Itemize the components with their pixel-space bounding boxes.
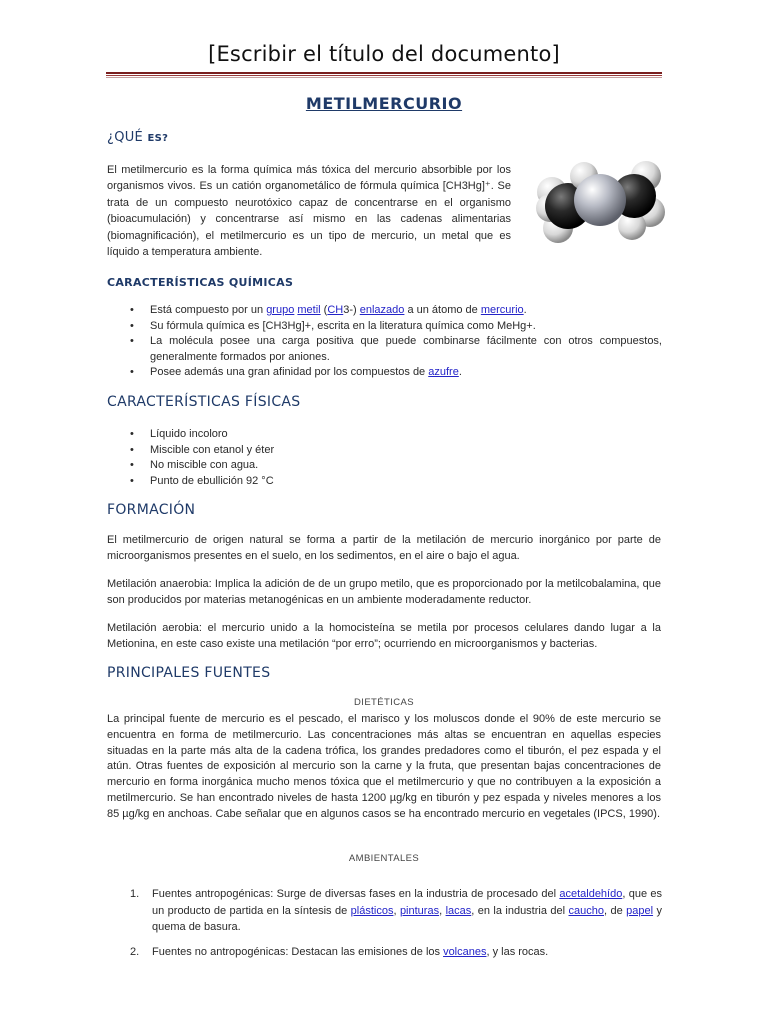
link-azufre[interactable]: azufre: [428, 366, 459, 378]
list-item: [128, 944, 662, 961]
list-item: • No miscible con agua.: [128, 458, 662, 474]
link-volcanes[interactable]: volcanes: [443, 945, 487, 958]
header-rule: [106, 72, 662, 74]
formacion-paragraph-3: Metilación aerobia: el mercurio unido a la homocisteína se metila por procesos celulares dando lugar a la Metionina, en este caso existe una metilación “por erro”; ocurriendo en microorganismos y bacterias.: [107, 622, 661, 650]
fisicas-heading: CARACTERÍSTICAS FÍSICAS: [107, 394, 301, 410]
quimicas-list: [128, 303, 662, 381]
formacion-paragraph-2: Metilación anaerobia: Implica la adición de de un grupo metilo, que es proporcionado por la metilcobalamina, que son producidos por materias metanogénicas en un ambiente moderadamente reductor.: [107, 578, 661, 606]
text-segment: ,: [439, 904, 446, 917]
link-mercurio[interactable]: mercurio: [480, 304, 524, 316]
link-plasticos[interactable]: plásticos: [350, 904, 394, 917]
text-segment: 3-): [343, 304, 360, 316]
formacion-heading: FORMACIÓN: [107, 502, 196, 518]
header-rule-light: [106, 77, 662, 78]
list-item: [128, 886, 662, 936]
text-segment: Está compuesto por un: [150, 304, 267, 316]
text-segment: Posee además una gran afinidad por los compuestos de: [150, 366, 429, 378]
text-segment: , en la industria del: [471, 904, 569, 917]
text-segment: , de: [603, 904, 627, 917]
text-segment: .: [458, 366, 462, 378]
dieteticas-paragraph: La principal fuente de mercurio es el pescado, el marisco y los moluscos donde el 90% de este mercurio se encuentra en forma de metilmercurio. Las concentraciones más altas se encuentran en aquellas especies situadas en la parte más alta de la cadena trófica, los grandes predadores como el tiburón, el pez espada y el atún. Otras fuentes de exposición al mercurio son la carne y la fruta, que presentan bajas concentraciones de mercurio en forma inorgánica mucho menos tóxica que el metilmercurio y que no contribuyen a la exposición a metilmercurio. Se han encontrado niveles de hasta 1200 µg/kg en tiburón y pez espada y niveles menores a los 85 µg/kg en anchoas. Cabe señalar que en algunos casos se ha encontrado mercurio en vegetales (IPCS, 1990).: [107, 713, 661, 820]
list-item: • La molécula posee una carga positiva que puede combinarse fácilmente con otros compuestos, generalmente formados por aniones.: [128, 334, 662, 365]
que-es-paragraph: El metilmercurio es la forma química más tóxica del mercurio absorbible por los organismos vivos. Es un catión organometálico de fórmula química [CH3Hg]⁺. Se trata de un compuesto neurotóxico capaz de concentrarse en el organismo (bioacumulación) y concentrarse así mismo en las cadenas alimentarias (biomagnificación), el metilmercurio es un tipo de mercurio, un metal que es líquido a temperatura ambiente.: [107, 164, 511, 259]
fisicas-list: [128, 427, 662, 489]
ambientales-list: [128, 886, 662, 968]
document-title: [Escribir el título del documento]: [208, 42, 560, 66]
text-segment: ,: [393, 904, 400, 917]
main-title: METILMERCURIO: [305, 94, 463, 113]
link-acetaldehido[interactable]: acetaldehído: [559, 888, 623, 900]
link-papel[interactable]: papel: [626, 904, 654, 917]
header-rule-thin: [106, 75, 662, 76]
text-segment: y quema de basura.: [152, 904, 662, 933]
dieteticas-label: DIETÉTICAS: [354, 697, 414, 708]
text-segment: , que es un producto de partida en la síntesis de: [152, 888, 663, 917]
formacion-paragraph-1: El metilmercurio de origen natural se forma a partir de la metilación de mercurio inorgánico por parte de microorganismos presentes en el suelo, en los sedimentos, en el aire o bajo el agua.: [107, 534, 661, 562]
text-segment: a un átomo de: [404, 304, 481, 316]
list-item: [128, 365, 662, 381]
link-enlazado[interactable]: enlazado: [359, 304, 405, 316]
link-metil[interactable]: metil: [297, 304, 321, 316]
text-segment: Fuentes antropogénicas: Surge de diversas fases en la industria de procesado del: [152, 888, 560, 900]
text-segment: .: [523, 304, 527, 316]
list-item: • Su fórmula química es [CH3Hg]+, escrita en la literatura química como MeHg+.: [128, 319, 662, 335]
fuentes-heading: PRINCIPALES FUENTES: [107, 665, 271, 681]
text-segment: , y las rocas.: [486, 945, 549, 958]
quimicas-heading: CARACTERÍSTICAS QUÍMICAS: [107, 276, 294, 289]
que-es-heading: [107, 130, 168, 145]
que-es-heading-a: ¿QUÉ: [107, 130, 144, 145]
list-item: • Líquido incoloro: [128, 427, 662, 443]
link-caucho[interactable]: caucho: [568, 904, 604, 917]
text-segment: Fuentes no antropogénicas: Destacan las emisiones de los: [152, 945, 444, 958]
link-lacas[interactable]: lacas: [445, 904, 472, 917]
list-number: 1.: [130, 888, 140, 900]
link-grupo[interactable]: grupo: [266, 304, 295, 316]
list-item: [128, 303, 662, 319]
que-es-heading-b: ES?: [147, 133, 169, 144]
list-item: • Miscible con etanol y éter: [128, 443, 662, 459]
ambientales-label: AMBIENTALES: [348, 853, 420, 864]
text-segment: (: [320, 304, 328, 316]
list-number: 2.: [130, 945, 140, 958]
methylmercury-molecule-image: [528, 150, 668, 250]
list-item: • Punto de ebullición 92 °C: [128, 474, 662, 490]
link-ch[interactable]: CH: [327, 304, 344, 316]
link-pinturas[interactable]: pinturas: [399, 904, 440, 917]
